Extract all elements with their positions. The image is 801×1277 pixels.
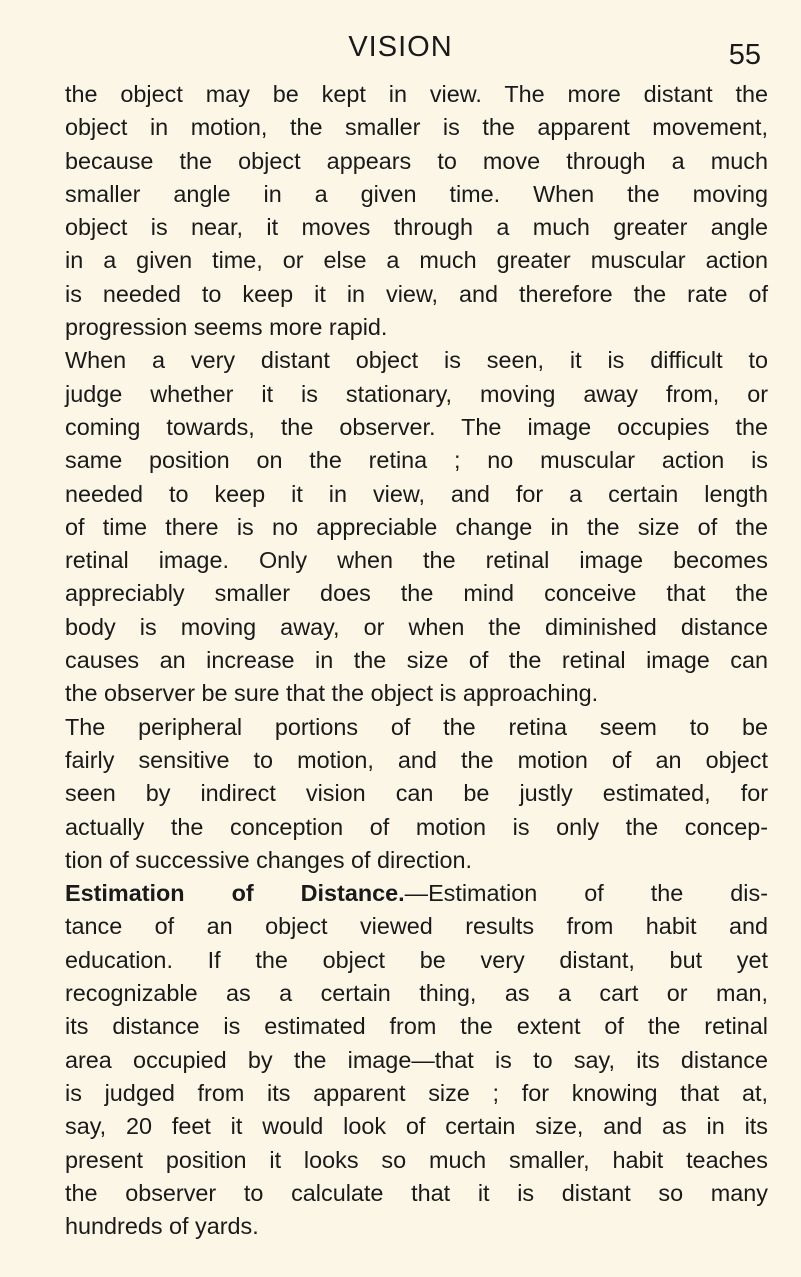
line-text: the object may be kept in view. The more distant the: [65, 81, 768, 107]
text-line: [65, 844, 768, 877]
line-text: smaller angle in a given time. When the moving: [65, 180, 768, 207]
line-text: area occupied by the image—that is to say, its distance: [65, 1046, 768, 1073]
line-text: fairly sensitive to motion, and the motion of an object: [65, 746, 768, 773]
text-line: [65, 278, 768, 311]
text-line: [65, 1010, 768, 1043]
text-line: [65, 644, 768, 677]
text-line: [65, 577, 768, 610]
line-text: object is near, it moves through a much greater angle: [65, 214, 768, 241]
line-text: same position on the retina ; no muscular action is: [65, 447, 768, 474]
line-text: of time there is no appreciable change in the size of the: [65, 513, 768, 540]
running-head: [0, 30, 801, 70]
text-line: [65, 977, 768, 1010]
running-title: VISION: [348, 31, 453, 63]
text-line: [65, 777, 768, 810]
line-text: say, 20 feet it would look of certain size, and as in its: [65, 1113, 768, 1140]
line-text: tance of an object viewed results from habit and: [65, 913, 768, 940]
text-line: [65, 1110, 768, 1143]
page-number: 55: [728, 39, 761, 71]
text-line: [65, 145, 768, 178]
text-line: [65, 711, 768, 744]
text-line: [65, 444, 768, 477]
text-line: [65, 611, 768, 644]
text-line: [65, 511, 768, 544]
text-line: [65, 111, 768, 144]
line-text: needed to keep it in view, and for a certain length: [65, 480, 768, 507]
section-heading: Estimation of Distance.: [65, 880, 405, 907]
line-text: the observer be sure that the object is approaching.: [65, 680, 599, 707]
text-line: [65, 744, 768, 777]
text-line: [65, 1044, 768, 1077]
text-line: [65, 78, 768, 111]
line-text: coming towards, the observer. The image occupies the: [65, 413, 768, 440]
text-line: [65, 1144, 768, 1177]
text-line: [65, 178, 768, 211]
line-text: causes an increase in the size of the retinal image can: [65, 647, 768, 674]
text-line: [65, 1077, 768, 1110]
text-line: [65, 378, 768, 411]
body-text: [65, 78, 768, 1243]
line-text: retinal image. Only when the retinal image becomes: [65, 547, 768, 574]
text-line: [65, 311, 768, 344]
line-text: —Estimation of the dis-: [404, 880, 768, 907]
line-text: actually the conception of motion is only the concep-: [65, 813, 768, 840]
line-text: in a given time, or else a much greater muscular action: [65, 247, 768, 274]
line-text: is judged from its apparent size ; for knowing that at,: [65, 1079, 768, 1106]
line-text: tion of successive changes of direction.: [65, 846, 472, 873]
text-line: [65, 1177, 768, 1210]
text-line: [65, 411, 768, 444]
line-text: is needed to keep it in view, and therefore the rate of: [65, 280, 768, 307]
line-text: hundreds of yards.: [65, 1213, 259, 1240]
line-text: the observer to calculate that it is distant so many: [65, 1179, 768, 1206]
line-text: judge whether it is stationary, moving away from, or: [65, 380, 768, 407]
line-text: object in motion, the smaller is the apparent movement,: [65, 114, 768, 141]
text-line: [65, 910, 768, 943]
line-text: because the object appears to move through a much: [65, 147, 768, 174]
line-text: its distance is estimated from the extent of the retinal: [65, 1013, 768, 1040]
text-line: [65, 677, 768, 710]
line-text: body is moving away, or when the diminished distance: [65, 613, 768, 640]
text-line: [65, 811, 768, 844]
line-text: recognizable as a certain thing, as a cart or man,: [65, 980, 768, 1007]
text-line: [65, 944, 768, 977]
line-text: appreciably smaller does the mind conceive that the: [65, 580, 768, 607]
text-line: [65, 877, 768, 910]
text-line: [65, 344, 768, 377]
text-line: [65, 544, 768, 577]
text-line: [65, 478, 768, 511]
text-line: [65, 211, 768, 244]
line-text: progression seems more rapid.: [65, 314, 388, 341]
line-text: seen by indirect vision can be justly estimated, for: [65, 780, 768, 807]
line-text: present position it looks so much smaller, habit teaches: [65, 1146, 768, 1173]
line-text: When a very distant object is seen, it is difficult to: [65, 347, 768, 374]
line-text: The peripheral portions of the retina seem to be: [65, 713, 768, 740]
text-line: [65, 244, 768, 277]
text-line: [65, 1210, 768, 1243]
line-text: education. If the object be very distant, but yet: [65, 946, 768, 973]
